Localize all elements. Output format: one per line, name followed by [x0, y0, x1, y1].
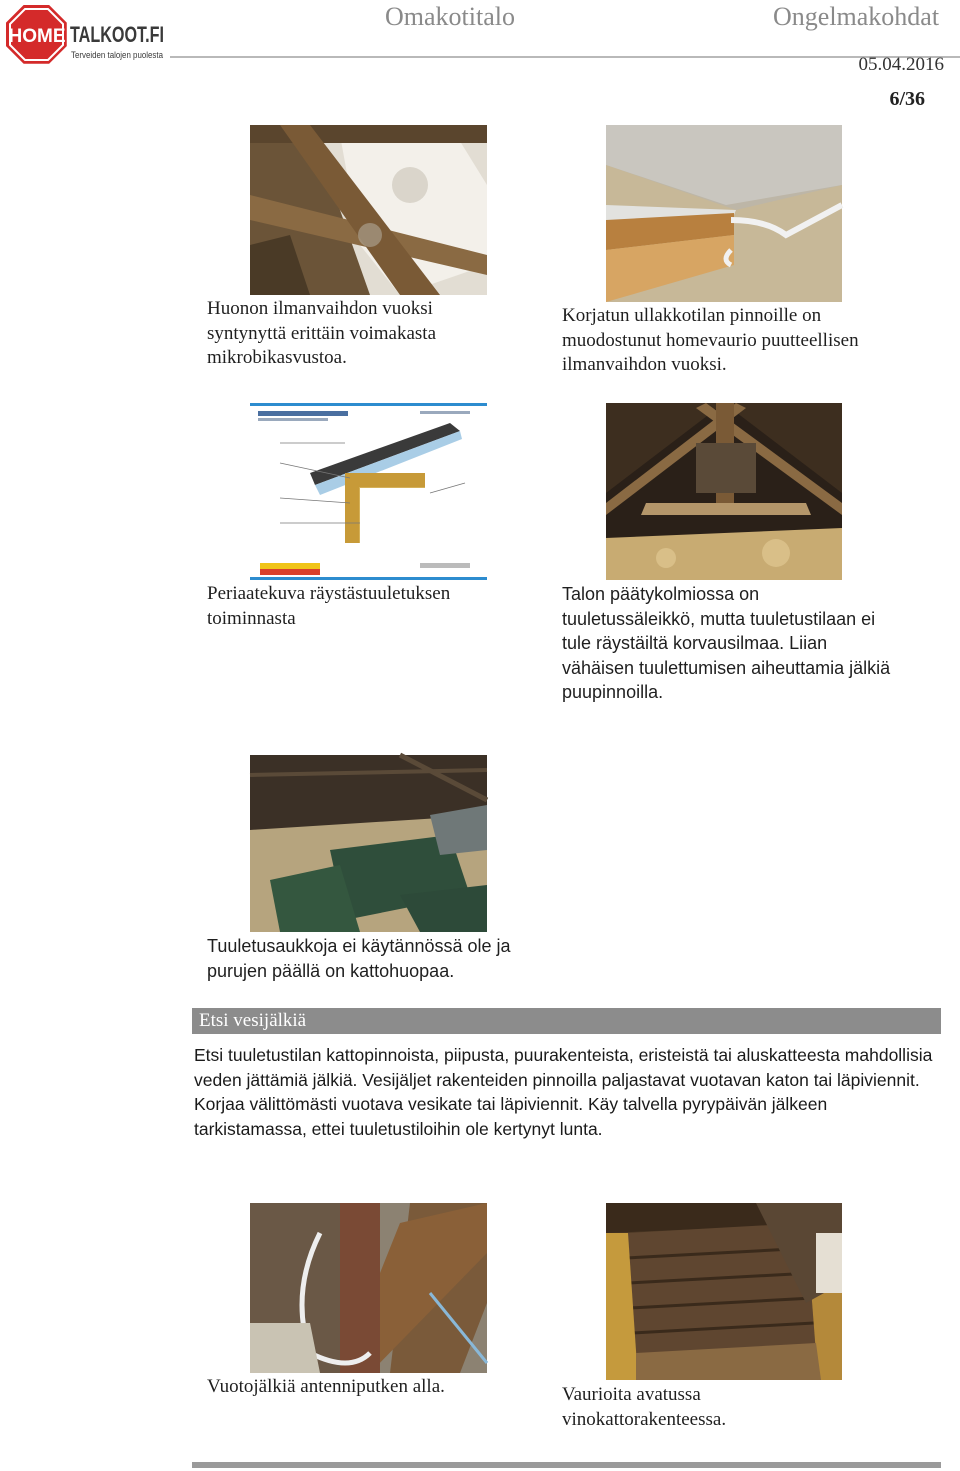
- logo-tagline: Terveiden talojen puolesta: [71, 50, 163, 60]
- photo-mold-growth: [250, 125, 487, 295]
- figure-caption: Talon päätykolmiossa on tuuletussäleikkö, mutta tuuletustilaan ei tule räystäiltä korvausilmaa. Liian vähäisen tuulettumisen aiheuttamia jälkiä puupinnoilla.: [562, 584, 891, 702]
- figure-caption: Korjatun ullakkotilan pinnoille on muodostunut homevaurio puutteellisen ilmanvaihdon vuoksi.: [562, 305, 859, 375]
- header-section: Ongelmakohdat: [773, 2, 940, 31]
- figure-caption: Huonon ilmanvaihdon vuoksi syntynyttä erittäin voimakasta mikrobikasvustoa.: [207, 298, 437, 368]
- photo-attic-mold: [606, 125, 842, 302]
- page-number: 6/36: [889, 88, 925, 110]
- section-body: Etsi tuuletustilan kattopinnoista, piipusta, puurakenteista, eristeistä tai aluskatteesta mahdollisia veden jättämiä jälkiä. Vesijäljet rakenteiden pinnoilla paljastavat vuotavan katon tai läpiviennit. Korjaa välittömästi vuotava vesikate tai läpiviennit. Käy talvella pyrypäivän jälkeen tarkistamassa, ettei tuuletustiloihin ole kertynyt lunta.: [194, 1045, 933, 1139]
- figure-caption: Periaatekuva räystästuuletuksen toiminnasta: [207, 583, 451, 629]
- logo-word-left: HOME: [8, 26, 66, 47]
- section-heading: Etsi vesijälkiä: [192, 1008, 941, 1034]
- eave-ventilation-diagram: [250, 403, 487, 580]
- header-divider: [170, 56, 960, 58]
- figure-caption: Vaurioita avatussa vinokattorakenteessa.: [562, 1384, 727, 1430]
- photo-antenna-pipe: [250, 1203, 487, 1373]
- photo-gable-vent: [606, 403, 842, 580]
- footer-divider: [192, 1462, 941, 1468]
- logo-word-right: TALKOOT.FI: [70, 22, 164, 47]
- figure-caption: Vuotojälkiä antenniputken alla.: [207, 1376, 445, 1397]
- figure-caption: Tuuletusaukkoja ei käytännössä ole ja purujen päällä on kattohuopaa.: [207, 936, 511, 981]
- header-date: 05.04.2016: [858, 54, 944, 75]
- header-category: Omakotitalo: [385, 2, 515, 31]
- photo-sloped-roof-damage: [606, 1203, 842, 1380]
- hometalkoot-logo[interactable]: [6, 4, 168, 64]
- photo-roofing-felt: [250, 755, 487, 932]
